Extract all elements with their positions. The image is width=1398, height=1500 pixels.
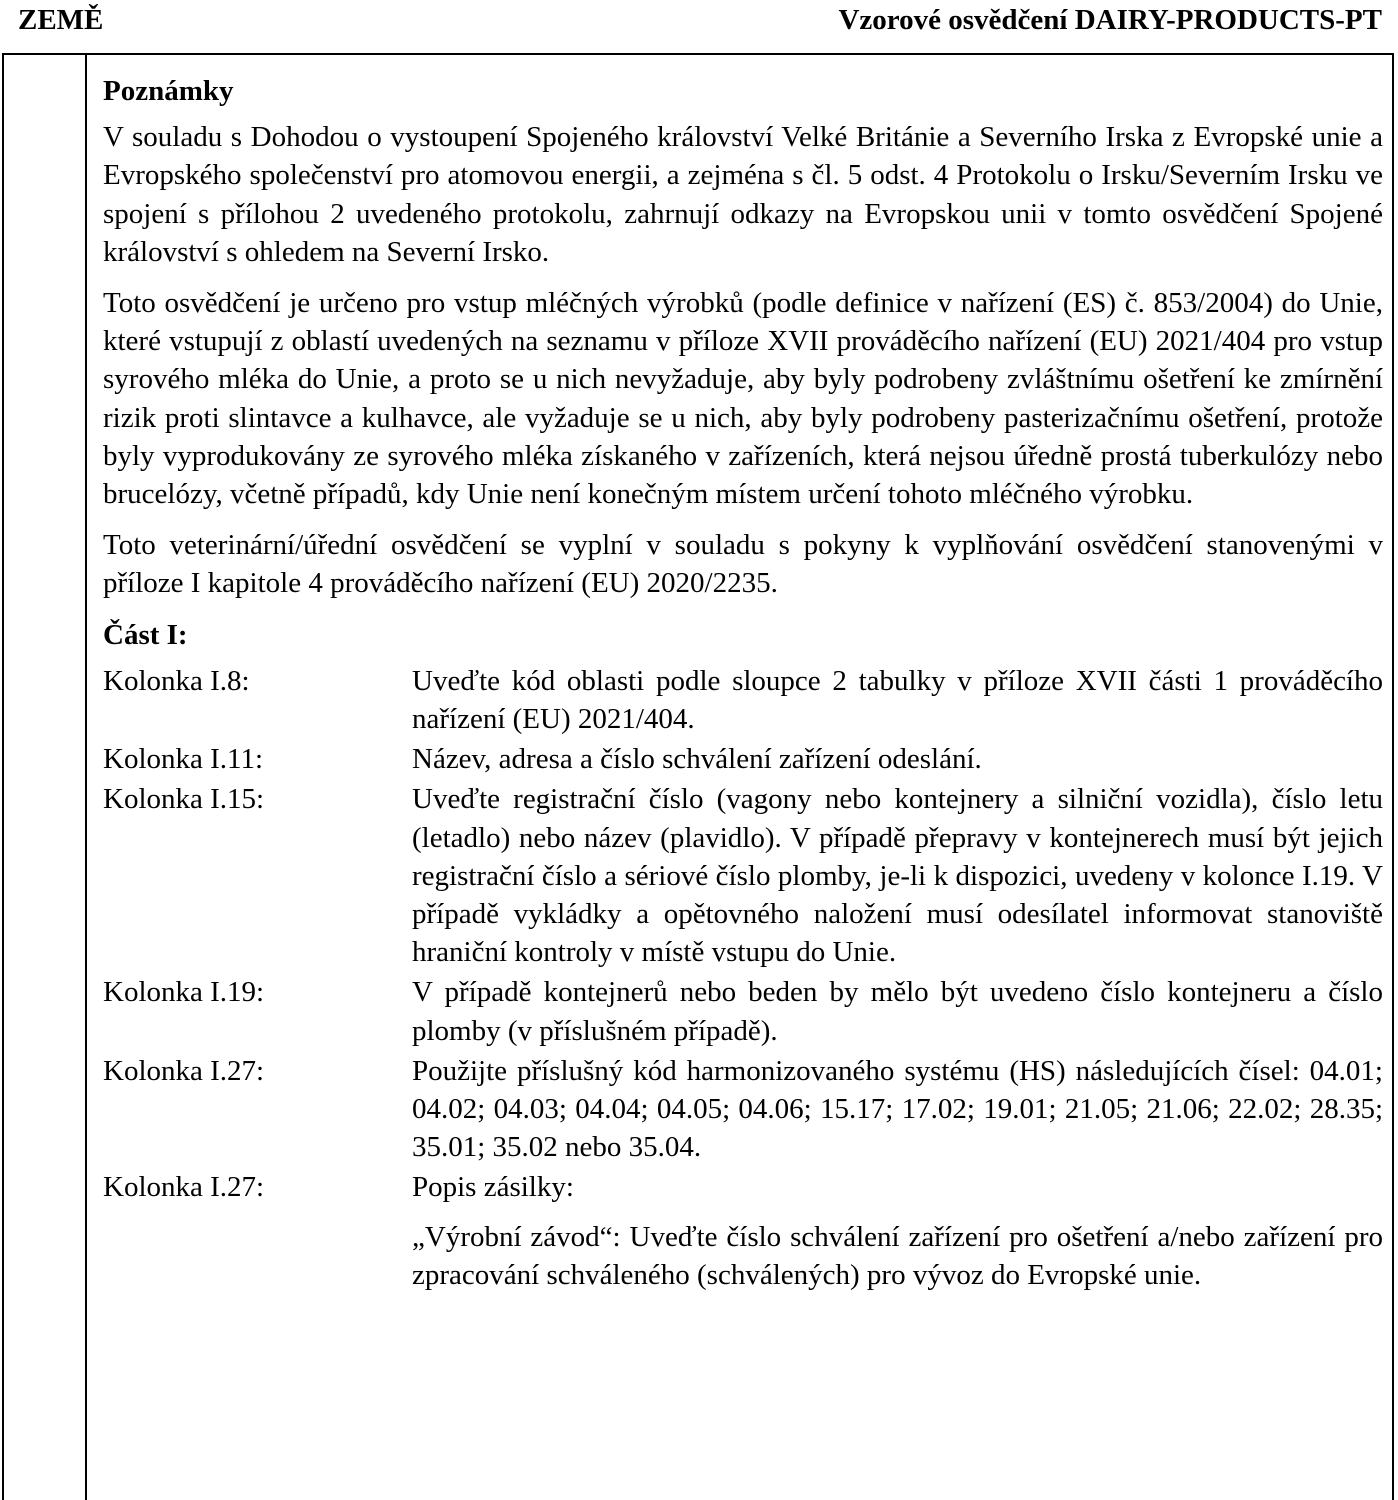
box-text: Název, adresa a číslo schválení zařízení odeslání. — [412, 743, 982, 776]
box-note-row — [103, 1168, 1383, 1294]
box-note-row — [103, 1052, 1383, 1167]
box-text: Uveďte registrační číslo (vagony nebo kontejnery a silniční vozidla), číslo letu (letadlo) nebo název (plavidlo). V případě přepravy v kontejnerech musí být jejich registrační číslo a sériové číslo plomby, je-li k dispozici, uvedeny v kolonce I.19. V případě vykládky a opětovného naložení musí odesílatel informovat stanoviště hraniční kontroly v místě vstupu do Unie. — [412, 783, 1383, 969]
notes-paragraph: V souladu s Dohodou o vystoupení Spojeného království Velké Británie a Severního Irska z Evropské unie a Evropského společenství pro atomovou energii, a zejména s čl. 5 odst. 4 Protokolu o Irsku/Severním Irsku ve spojení s přílohou 2 uvedeného protokolu, zahrnují odkazy na Evropskou unii v tomto osvědčení Spojené království s ohledem na Severní Irsko. — [103, 121, 1383, 268]
box-note-row — [103, 780, 1383, 971]
part1-heading: Část I: — [103, 618, 188, 651]
box-text: Popis zásilky: — [412, 1171, 574, 1204]
column-divider — [85, 53, 87, 1500]
box-label: Kolonka I.27: — [103, 1054, 265, 1087]
box-label: Kolonka I.19: — [103, 976, 265, 1009]
notes-heading: Poznámky — [103, 75, 234, 107]
box-label: Kolonka I.8: — [103, 664, 250, 697]
box-text: Uveďte kód oblasti podle sloupce 2 tabulky v příloze XVII části 1 prováděcího nařízení (EU) 2021/404. — [412, 664, 1383, 736]
box-label: Kolonka I.15: — [103, 783, 265, 816]
notes-content — [103, 68, 1383, 1296]
notes-paragraph: Toto osvědčení je určeno pro vstup mléčných výrobků (podle definice v nařízení (ES) č. 853/2004) do Unie, které vstupují z oblastí uvedených na seznamu v příloze XVII prováděcího nařízení (EU) 2021/404 pro vstup syrového mléka do Unie, a proto se u nich nevyžaduje, aby byly podrobeny zvláštnímu ošetření ke zmírnění rizik proti slintavce a kulhavce, ale vyžaduje se u nich, aby byly podrobeny pasterizačnímu ošetření, protože byly vyprodukovány ze syrového mléka získaného v zařízeních, která nejsou úředně prostá tuberkulózy nebo brucelózy, včetně případů, kdy Unie není konečným místem určení tohoto mléčného výrobku. — [103, 287, 1383, 511]
box-text-group — [412, 1168, 1383, 1294]
country-label: ZEMĚ — [18, 4, 104, 36]
notes-paragraph: Toto veterinární/úřední osvědčení se vyplní v souladu s pokyny k vyplňování osvědčení stanovenými v příloze I kapitole 4 prováděcího nařízení (EU) 2020/2235. — [103, 529, 1383, 600]
box-label: Kolonka I.11: — [103, 743, 264, 776]
box-label: Kolonka I.27: — [103, 1171, 265, 1204]
box-text: Použijte příslušný kód harmonizovaného systému (HS) následujících čísel: 04.01; 04.02; 04.03; 04.04; 04.05; 04.06; 15.17; 17.02; 19.01; 21.05; 21.06; 22.02; 28.35; 35.01; 35.02 nebo 35.04. — [412, 1054, 1383, 1164]
page-header — [0, 0, 1398, 46]
box-note-row — [103, 973, 1383, 1049]
box-note-row — [103, 662, 1383, 738]
box-subtext: „Výrobní závod“: Uveďte číslo schválení zařízení pro ošetření a/nebo zařízení pro zpracování schváleného (schválených) pro vývoz do Evropské unie. — [412, 1220, 1383, 1291]
box-text: V případě kontejnerů nebo beden by mělo být uvedeno číslo kontejneru a číslo plomby (v příslušném případě). — [412, 976, 1383, 1047]
certificate-title: Vzorové osvědčení DAIRY-PRODUCTS-PT — [838, 4, 1382, 36]
box-note-row — [103, 740, 1383, 778]
